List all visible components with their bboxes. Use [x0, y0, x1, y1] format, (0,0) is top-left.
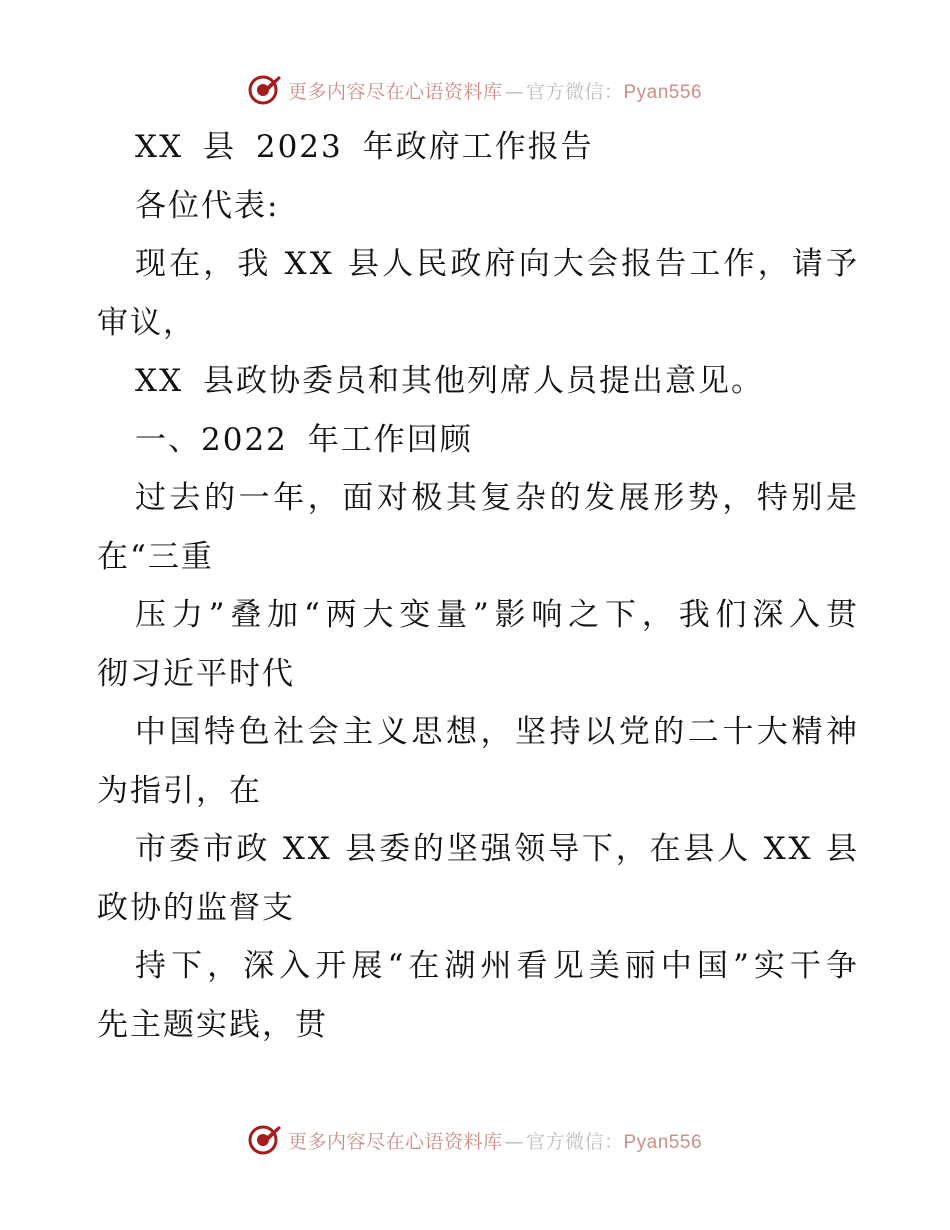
paragraph-line: 中国特色社会主义思想，坚持以党的二十大精神	[135, 714, 861, 750]
document-body	[97, 118, 863, 1054]
paragraph-line: 在“三重	[97, 538, 214, 575]
paragraph-line: XX 县 2023 年政府工作报告	[135, 129, 594, 165]
paragraph-line: XX 县政协委员和其他列席人员提出意见。	[135, 363, 764, 399]
pen-logo-icon	[248, 1123, 282, 1157]
paragraph-line: 压力”叠加“两大变量”影响之下，我们深入贯	[135, 597, 863, 633]
paragraph-line: 政协的监督支	[97, 889, 295, 926]
paragraph-line: 过去的一年，面对极其复杂的发展形势，特别是	[135, 480, 861, 516]
paragraph-line: 持下，深入开展“在湖州看见美丽中国”实干争	[135, 948, 863, 984]
pen-logo-icon	[248, 73, 282, 107]
paragraph-line: 现在，我 XX 县人民政府向大会报告工作，请予	[135, 246, 861, 282]
paragraph-line: 彻习近平时代	[97, 655, 295, 692]
paragraph-line: 一、2022 年工作回顾	[135, 421, 473, 458]
paragraph-line: 先主题实践，贯	[97, 1006, 328, 1043]
watermark-text: 更多内容尽在心语资料库 — 官方微信：Pyan556	[287, 1130, 703, 1153]
footer-watermark	[0, 1120, 950, 1160]
watermark-text: 更多内容尽在心语资料库 — 官方微信：Pyan556	[287, 80, 703, 103]
paragraph-line: 各位代表:	[135, 187, 280, 224]
header-watermark	[0, 70, 950, 110]
paragraph-line: 为指引，在	[97, 772, 262, 809]
paragraph-line: 审议，	[97, 304, 196, 341]
paragraph-line: 市委市政 XX 县委的坚强领导下，在县人 XX 县	[135, 831, 860, 867]
